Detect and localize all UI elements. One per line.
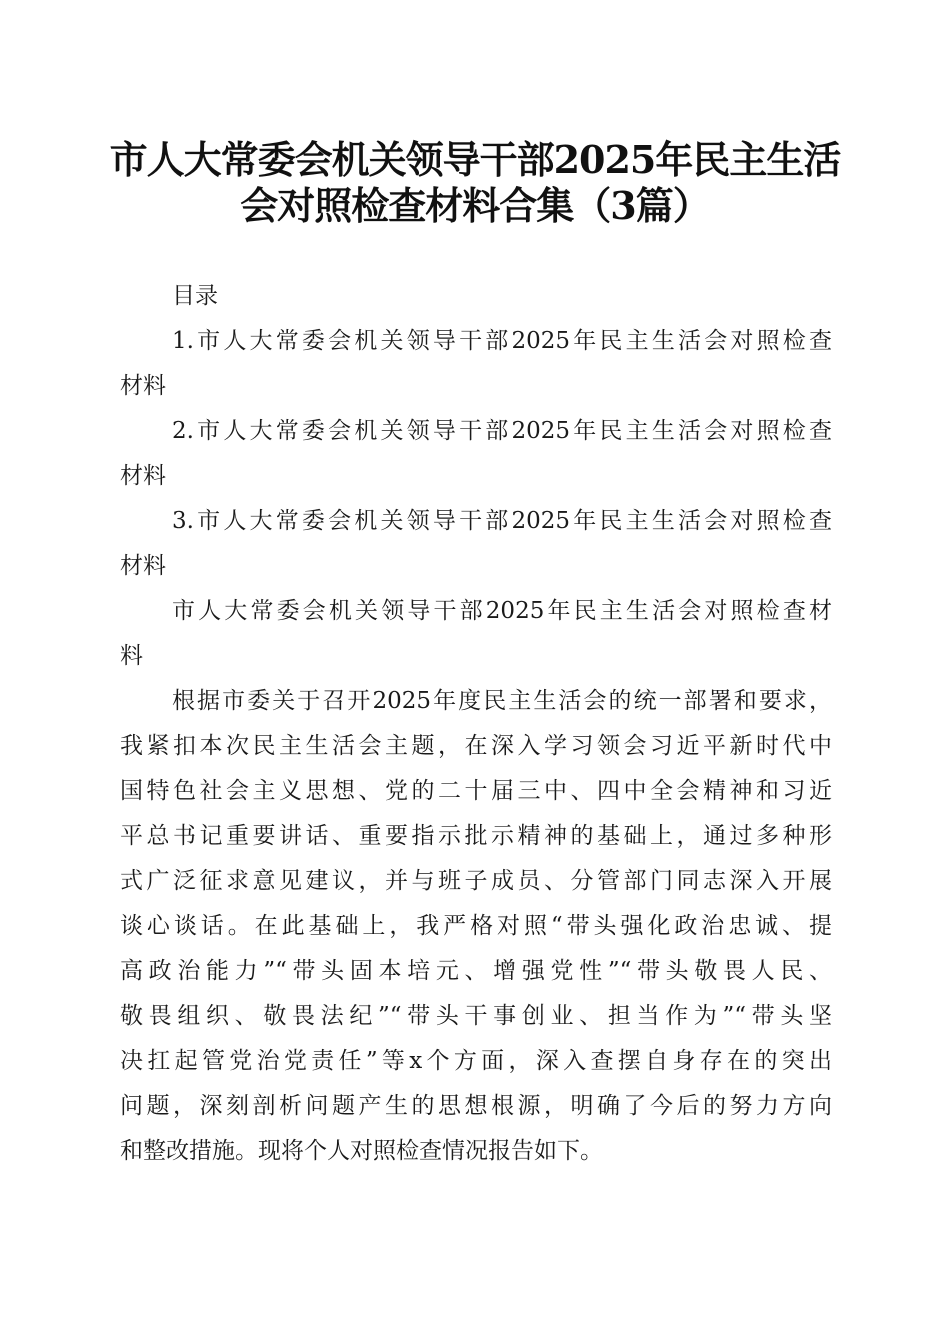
paragraph-line: 谈心谈话。在此基础上，我严格对照“带头强化政治忠诚、提	[120, 913, 832, 939]
toc-item-1-line-1: 1.市人大常委会机关领导干部2025年民主生活会对照检查	[172, 328, 832, 354]
document-title-line-2: 会对照检查材料合集（3篇）	[240, 183, 710, 228]
toc-heading: 目录	[172, 283, 218, 309]
paragraph-line: 根据市委关于召开2025年度民主生活会的统一部署和要求，	[172, 688, 832, 714]
paragraph-line: 平总书记重要讲话、重要指示批示精神的基础上，通过多种形	[120, 823, 832, 849]
paragraph-line: 问题，深刻剖析问题产生的思想根源，明确了今后的努力方向	[120, 1093, 832, 1119]
paragraph-line: 敬畏组织、敬畏法纪”“带头干事创业、担当作为”“带头坚	[120, 1003, 832, 1029]
document-title-line-1: 市人大常委会机关领导干部2025年民主生活	[109, 137, 841, 182]
paragraph-line: 式广泛征求意见建议，并与班子成员、分管部门同志深入开展	[120, 868, 832, 894]
toc-item-2-line-2: 材料	[120, 463, 166, 489]
paragraph-line-last: 和整改措施。现将个人对照检查情况报告如下。	[120, 1138, 603, 1164]
paragraph-line: 决扛起管党治党责任”等x个方面，深入查摆自身存在的突出	[120, 1048, 832, 1074]
paragraph-line: 高政治能力”“带头固本培元、增强党性”“带头敬畏人民、	[120, 958, 832, 984]
toc-item-3-line-2: 材料	[120, 553, 166, 579]
section-title-line-1: 市人大常委会机关领导干部2025年民主生活会对照检查材	[172, 598, 832, 624]
section-title-line-2: 料	[120, 643, 143, 669]
toc-item-3-line-1: 3.市人大常委会机关领导干部2025年民主生活会对照检查	[172, 508, 832, 534]
toc-item-1-line-2: 材料	[120, 373, 166, 399]
toc-item-2-line-1: 2.市人大常委会机关领导干部2025年民主生活会对照检查	[172, 418, 832, 444]
paragraph-line: 国特色社会主义思想、党的二十届三中、四中全会精神和习近	[120, 778, 832, 804]
paragraph-line: 我紧扣本次民主生活会主题，在深入学习领会习近平新时代中	[120, 733, 832, 759]
